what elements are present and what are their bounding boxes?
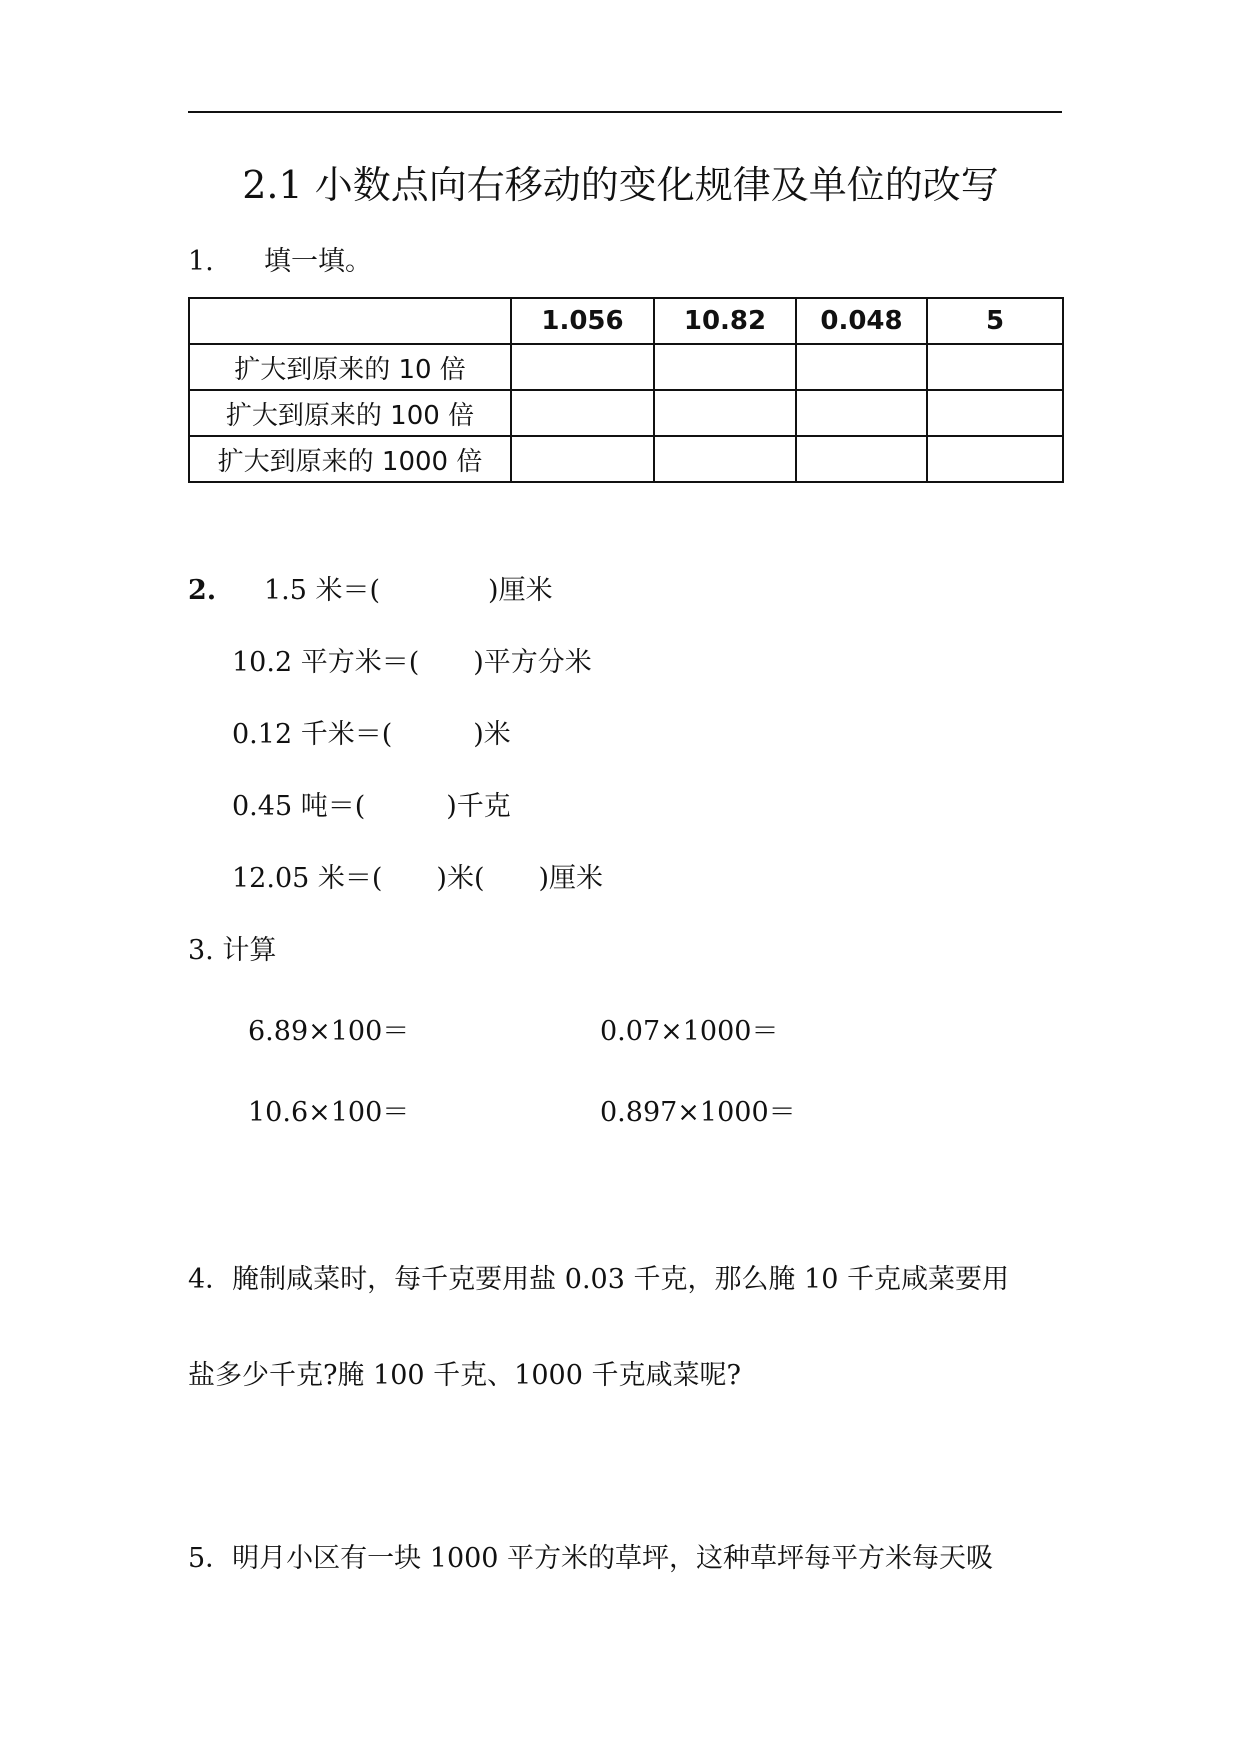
calculation-item: 6.89×100＝: [248, 1016, 410, 1047]
conversion-item: 0.12 千米＝( )米: [232, 719, 511, 750]
conversion-item: 1.5 米＝( )厘米: [264, 575, 553, 606]
row-label: 扩大到原来的 100 倍: [189, 390, 511, 436]
table-header-cell: 5: [927, 298, 1063, 344]
question-2-number: 2.: [188, 575, 217, 606]
table-header-cell: 10.82: [654, 298, 796, 344]
row-label: 扩大到原来的 1000 倍: [189, 436, 511, 482]
question-1-heading: [188, 244, 372, 280]
table-row: [189, 436, 1063, 482]
table-header-cell: 1.056: [511, 298, 654, 344]
conversion-item: 0.45 吨＝( )千克: [232, 791, 511, 822]
calculation-item: 10.6×100＝: [248, 1097, 410, 1128]
question-5-line-1: 5．明月小区有一块 1000 平方米的草坪，这种草坪每平方米每天吸: [188, 1543, 994, 1574]
answer-cell[interactable]: [796, 344, 927, 390]
question-4-line-2: 盐多少千克?腌 100 千克、1000 千克咸菜呢?: [188, 1360, 741, 1391]
answer-cell[interactable]: [654, 344, 796, 390]
conversion-item: 10.2 平方米＝( )平方分米: [232, 647, 592, 678]
page-title: 2.1 小数点向右移动的变化规律及单位的改写: [242, 163, 999, 207]
question-1-text: 填一填。: [264, 246, 372, 277]
calculation-item: 0.07×1000＝: [600, 1016, 779, 1047]
answer-cell[interactable]: [927, 436, 1063, 482]
table-header-row: [189, 298, 1063, 344]
calculation-item: 0.897×1000＝: [600, 1097, 796, 1128]
answer-cell[interactable]: [654, 390, 796, 436]
header-rule: [188, 111, 1062, 113]
conversion-item: 12.05 米＝( )米( )厘米: [232, 863, 604, 894]
table-header-cell: [189, 298, 511, 344]
answer-cell[interactable]: [654, 436, 796, 482]
answer-cell[interactable]: [927, 390, 1063, 436]
answer-cell[interactable]: [796, 436, 927, 482]
table-header-cell: 0.048: [796, 298, 927, 344]
answer-cell[interactable]: [511, 344, 654, 390]
answer-cell[interactable]: [511, 390, 654, 436]
table-row: [189, 390, 1063, 436]
question-1-number: 1.: [188, 246, 214, 277]
table-row: [189, 344, 1063, 390]
question-3-heading: 3. 计算: [188, 935, 277, 966]
answer-cell[interactable]: [796, 390, 927, 436]
row-label: 扩大到原来的 10 倍: [189, 344, 511, 390]
fill-in-table: [188, 297, 1064, 483]
question-4-line-1: 4．腌制咸菜时，每千克要用盐 0.03 千克，那么腌 10 千克咸菜要用: [188, 1264, 1009, 1295]
answer-cell[interactable]: [511, 436, 654, 482]
answer-cell[interactable]: [927, 344, 1063, 390]
